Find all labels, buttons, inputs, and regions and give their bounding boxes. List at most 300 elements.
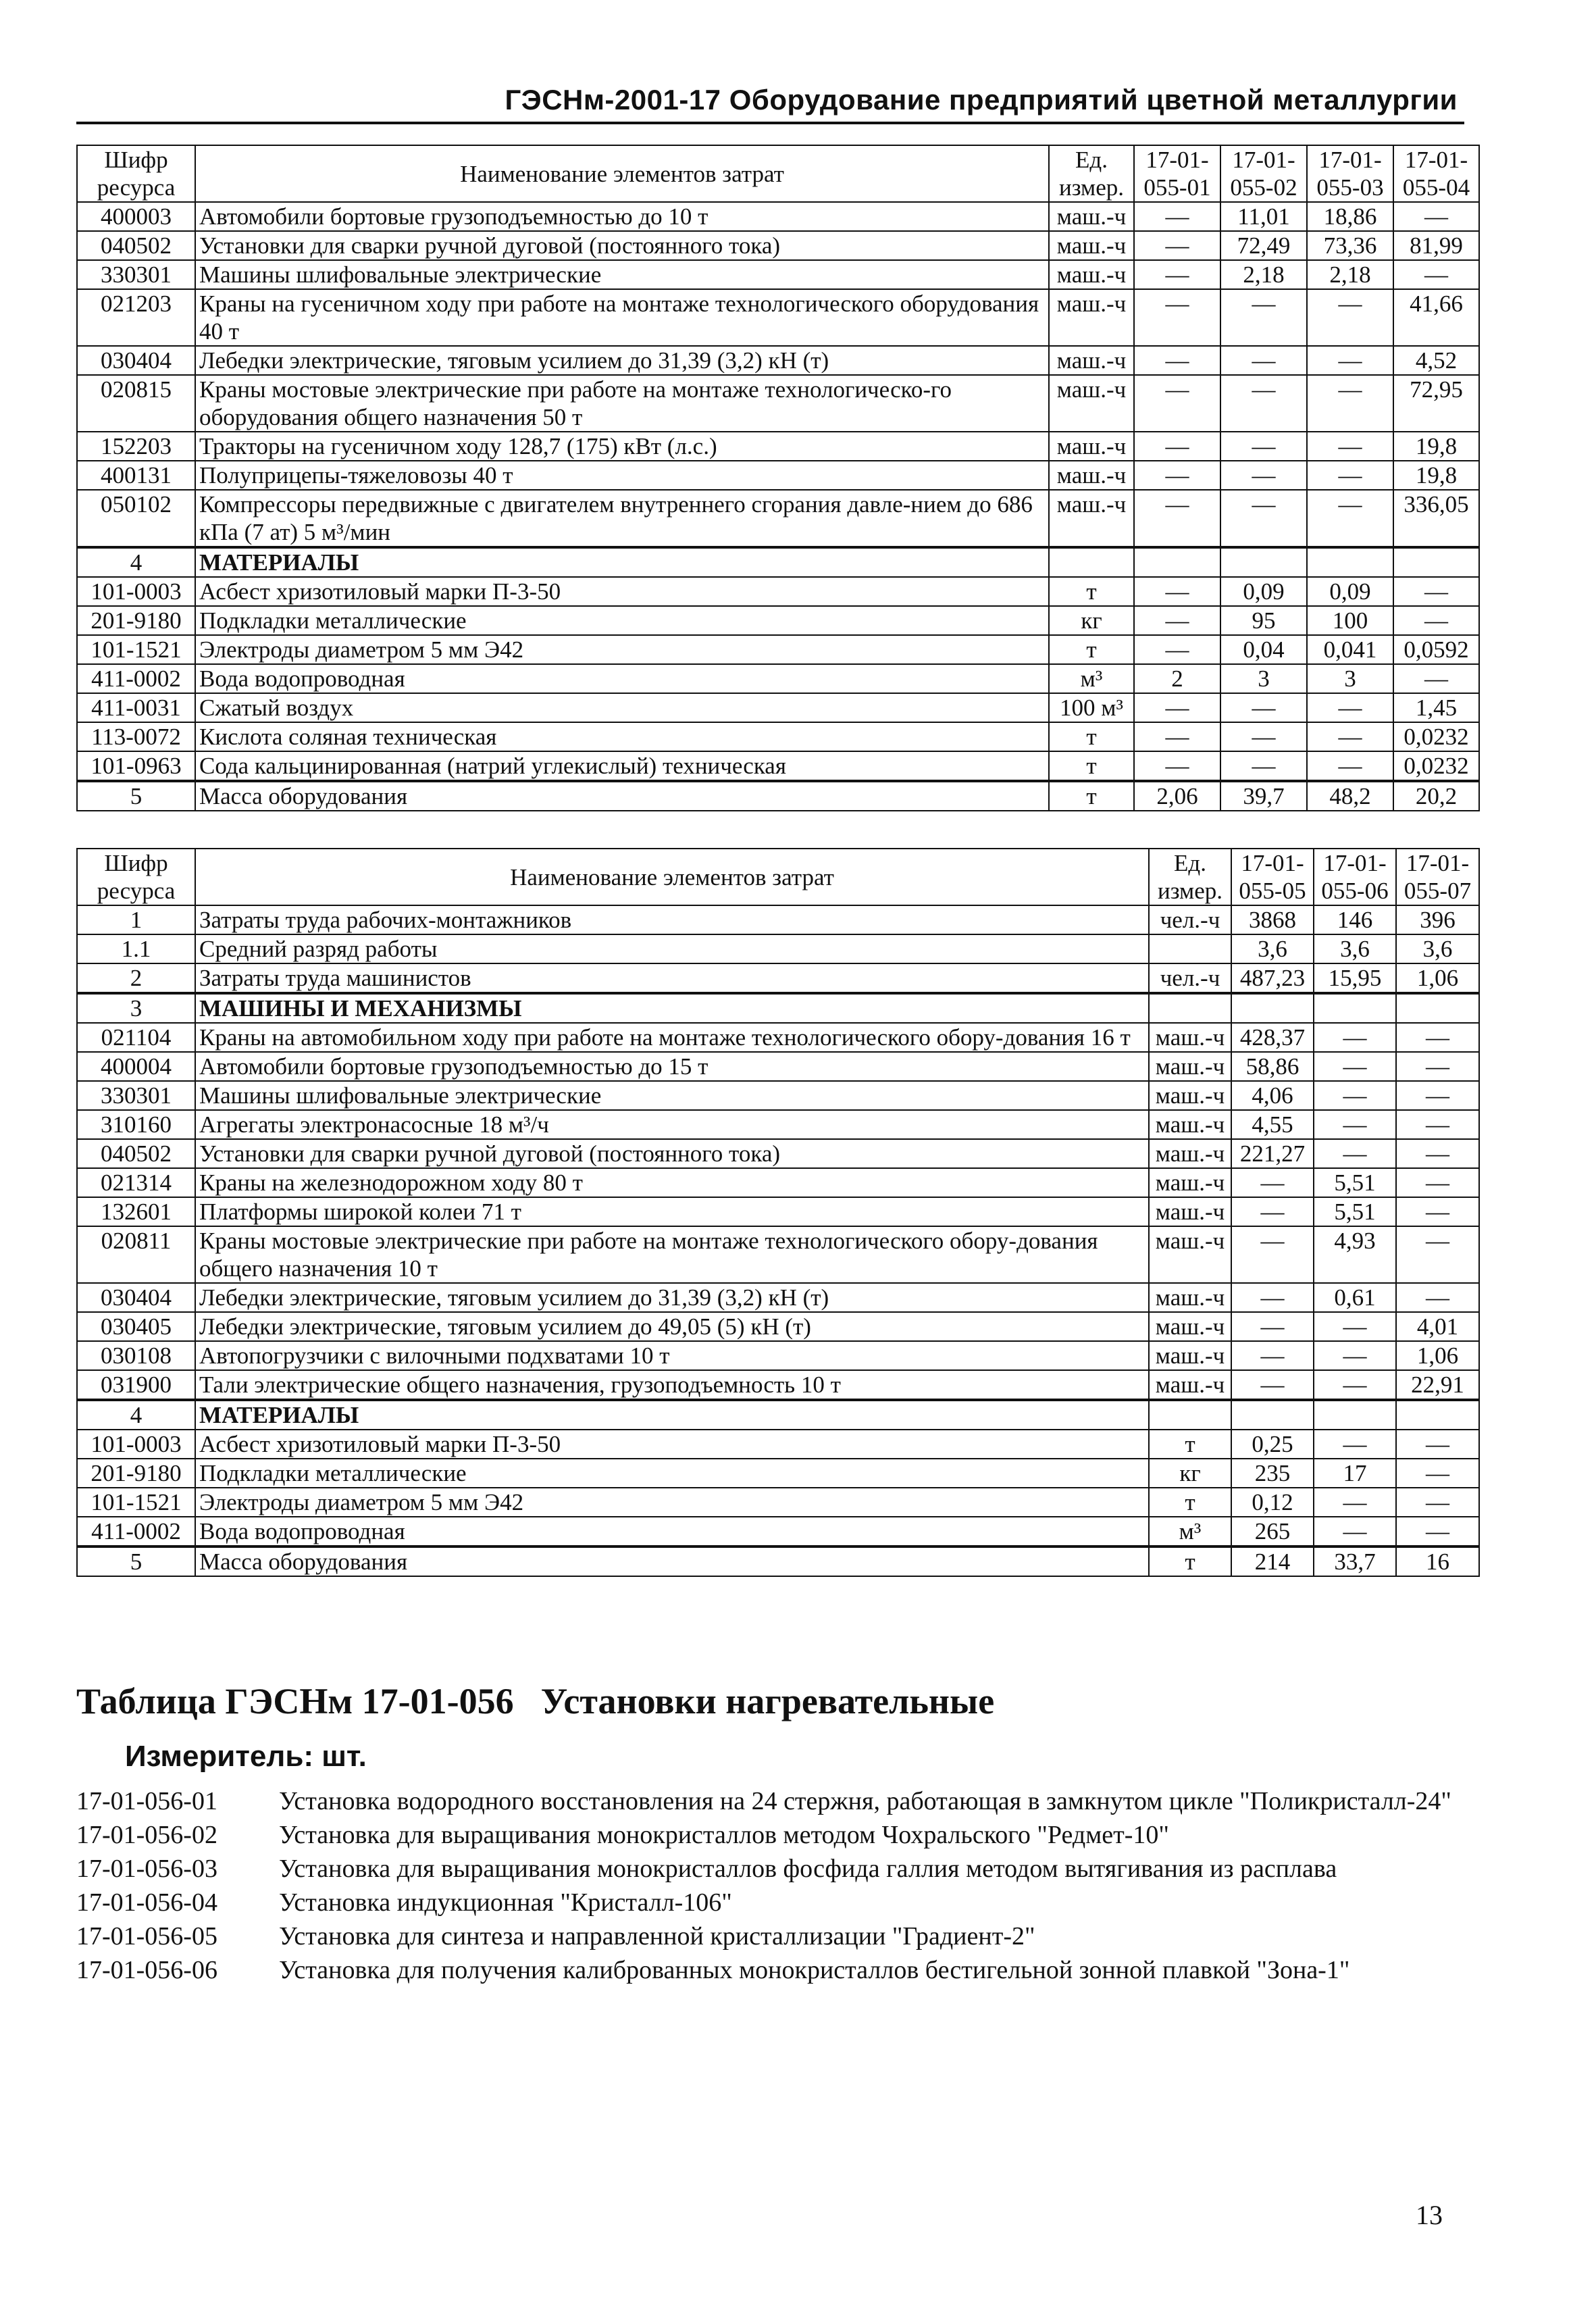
cell-unit: кг — [1149, 1459, 1231, 1488]
cell-name: Подкладки металлические — [195, 606, 1049, 635]
header-col: 17-01-055-06 — [1314, 849, 1396, 905]
cell-code: 330301 — [77, 260, 195, 289]
cell-value — [1314, 993, 1396, 1023]
list-item — [76, 1819, 1468, 1851]
cell-value — [1220, 547, 1307, 577]
cell-unit: маш.-ч — [1149, 1023, 1231, 1052]
cell-unit: маш.-ч — [1049, 490, 1134, 547]
cell-value: — — [1134, 693, 1220, 722]
cell-unit: чел.-ч — [1149, 963, 1231, 993]
item-code: 17-01-056-03 — [76, 1855, 217, 1883]
cell-unit: т — [1049, 635, 1134, 664]
cell-code: 400131 — [77, 461, 195, 490]
cell-code: 2 — [77, 963, 195, 993]
header-unit: Ед. измер. — [1049, 145, 1134, 202]
table-row — [77, 751, 1479, 781]
cell-name: Вода водопроводная — [195, 664, 1049, 693]
cell-unit: маш.-ч — [1149, 1370, 1231, 1400]
section-row — [77, 1400, 1479, 1430]
cell-unit: маш.-ч — [1049, 461, 1134, 490]
table-row — [77, 260, 1479, 289]
table-row — [77, 1283, 1479, 1312]
table-row — [77, 722, 1479, 751]
cell-value: — — [1393, 606, 1479, 635]
cell-value: — — [1134, 751, 1220, 781]
cell-unit: маш.-ч — [1049, 346, 1134, 375]
cell-value: 3868 — [1231, 905, 1314, 934]
cell-value — [1396, 993, 1479, 1023]
header-unit: Ед. измер. — [1149, 849, 1231, 905]
cell-name: Краны на автомобильном ходу при работе на монтаже технологического обору-дования 16 т — [195, 1023, 1149, 1052]
cell-value: — — [1393, 260, 1479, 289]
cell-value: 0,041 — [1307, 635, 1393, 664]
cell-name: Асбест хризотиловый марки П-3-50 — [195, 577, 1049, 606]
cell-value: — — [1314, 1488, 1396, 1517]
cell-name: Подкладки металлические — [195, 1459, 1149, 1488]
table-row — [77, 375, 1479, 432]
table-row — [77, 346, 1479, 375]
cell-value: 3,6 — [1314, 934, 1396, 963]
list-item — [76, 1955, 1468, 1986]
cell-value: 39,7 — [1220, 781, 1307, 811]
cell-value: — — [1220, 461, 1307, 490]
cell-value: 19,8 — [1393, 432, 1479, 461]
header-col: 17-01-055-01 — [1134, 145, 1220, 202]
cell-value: — — [1314, 1430, 1396, 1459]
cell-name: Платформы широкой колеи 71 т — [195, 1197, 1149, 1226]
cell-code: 101-0003 — [77, 1430, 195, 1459]
cell-name: Машины шлифовальные электрические — [195, 260, 1049, 289]
cell-value: 4,55 — [1231, 1110, 1314, 1139]
header-code: Шифр ресурса — [77, 145, 195, 202]
table-row — [77, 1197, 1479, 1226]
cell-value — [1134, 547, 1220, 577]
page-header — [76, 76, 1464, 124]
cell-name: Автомобили бортовые грузоподъемностью до 15 т — [195, 1052, 1149, 1081]
cell-code: 400003 — [77, 202, 195, 231]
cell-value: — — [1307, 289, 1393, 346]
table-body — [77, 202, 1479, 811]
table-row — [77, 490, 1479, 547]
table-row — [77, 1168, 1479, 1197]
cell-value: 2 — [1134, 664, 1220, 693]
cell-unit: маш.-ч — [1149, 1081, 1231, 1110]
cell-value: — — [1220, 289, 1307, 346]
header-col: 17-01-055-02 — [1220, 145, 1307, 202]
cell-value: 18,86 — [1307, 202, 1393, 231]
cell-value: 428,37 — [1231, 1023, 1314, 1052]
page-number: 13 — [1416, 2200, 1443, 2230]
table-row — [77, 1110, 1479, 1139]
cell-value: 0,04 — [1220, 635, 1307, 664]
table-row — [77, 693, 1479, 722]
cell-value: — — [1314, 1139, 1396, 1168]
cell-unit: маш.-ч — [1049, 375, 1134, 432]
cell-name: Сжатый воздух — [195, 693, 1049, 722]
cell-value: — — [1220, 693, 1307, 722]
cell-value: 146 — [1314, 905, 1396, 934]
cell-code: 201-9180 — [77, 606, 195, 635]
cell-value: — — [1134, 231, 1220, 260]
cell-value: 41,66 — [1393, 289, 1479, 346]
cell-value: — — [1396, 1226, 1479, 1283]
cell-name: Полуприцепы-тяжеловозы 40 т — [195, 461, 1049, 490]
cell-value: 48,2 — [1307, 781, 1393, 811]
cell-value: 1,06 — [1396, 1341, 1479, 1370]
cell-value: — — [1396, 1459, 1479, 1488]
cell-code: 310160 — [77, 1110, 195, 1139]
cell-value: — — [1314, 1370, 1396, 1400]
cell-value: — — [1307, 751, 1393, 781]
cell-value: 20,2 — [1393, 781, 1479, 811]
table-row — [77, 1488, 1479, 1517]
cell-code: 101-1521 — [77, 1488, 195, 1517]
cell-unit: 100 м³ — [1049, 693, 1134, 722]
cell-code: 050102 — [77, 490, 195, 547]
cell-code: 030404 — [77, 1283, 195, 1312]
cell-name: Кислота соляная техническая — [195, 722, 1049, 751]
header-col: 17-01-055-07 — [1396, 849, 1479, 905]
cell-value: — — [1231, 1168, 1314, 1197]
cell-value: 72,95 — [1393, 375, 1479, 432]
cell-code: 152203 — [77, 432, 195, 461]
cell-value: 0,09 — [1220, 577, 1307, 606]
table-row — [77, 1052, 1479, 1081]
cell-value: — — [1396, 1110, 1479, 1139]
cell-name: Автомобили бортовые грузоподъемностью до 10 т — [195, 202, 1049, 231]
cell-value: 221,27 — [1231, 1139, 1314, 1168]
table-body — [77, 905, 1479, 1576]
list-item — [76, 1887, 1468, 1918]
resource-table-2 — [76, 848, 1480, 1577]
cell-code: 030405 — [77, 1312, 195, 1341]
cell-value — [1231, 993, 1314, 1023]
cell-value: — — [1307, 722, 1393, 751]
cell-value: — — [1134, 346, 1220, 375]
section-row — [77, 1546, 1479, 1576]
cell-code: 030404 — [77, 346, 195, 375]
table-row — [77, 1312, 1479, 1341]
cell-unit: маш.-ч — [1149, 1197, 1231, 1226]
cell-value: 33,7 — [1314, 1546, 1396, 1576]
cell-value: 16 — [1396, 1546, 1479, 1576]
cell-name: МАТЕРИАЛЫ — [195, 547, 1049, 577]
cell-value: 95 — [1220, 606, 1307, 635]
table-row — [77, 1023, 1479, 1052]
cell-code: 330301 — [77, 1081, 195, 1110]
cell-value: — — [1314, 1517, 1396, 1546]
cell-value: 19,8 — [1393, 461, 1479, 490]
cell-value: — — [1220, 346, 1307, 375]
table-row — [77, 577, 1479, 606]
table-title — [76, 1680, 994, 1722]
cell-value: 214 — [1231, 1546, 1314, 1576]
cell-unit: кг — [1049, 606, 1134, 635]
cell-value: 17 — [1314, 1459, 1396, 1488]
table-row — [77, 289, 1479, 346]
cell-name: Средний разряд работы — [195, 934, 1149, 963]
cell-unit: чел.-ч — [1149, 905, 1231, 934]
table-row — [77, 635, 1479, 664]
cell-unit: маш.-ч — [1049, 260, 1134, 289]
cell-value: — — [1314, 1110, 1396, 1139]
cell-value: — — [1307, 375, 1393, 432]
cell-value: — — [1134, 375, 1220, 432]
cell-unit: маш.-ч — [1049, 432, 1134, 461]
cell-value: — — [1231, 1283, 1314, 1312]
cell-value: 3 — [1220, 664, 1307, 693]
cell-value: 5,51 — [1314, 1197, 1396, 1226]
list-item — [76, 1786, 1468, 1817]
cell-unit: маш.-ч — [1049, 289, 1134, 346]
cell-value: — — [1396, 1488, 1479, 1517]
cell-name: Вода водопроводная — [195, 1517, 1149, 1546]
cell-code: 040502 — [77, 231, 195, 260]
cell-value: — — [1231, 1226, 1314, 1283]
section-row — [77, 781, 1479, 811]
cell-name: Сода кальцинированная (натрий углекислый) техническая — [195, 751, 1049, 781]
cell-unit: маш.-ч — [1149, 1139, 1231, 1168]
cell-name: Тали электрические общего назначения, грузоподъемность 10 т — [195, 1370, 1149, 1400]
cell-code: 030108 — [77, 1341, 195, 1370]
cell-value: 0,0232 — [1393, 751, 1479, 781]
cell-value: — — [1307, 346, 1393, 375]
cell-value: — — [1396, 1430, 1479, 1459]
table-row — [77, 231, 1479, 260]
cell-value: 0,25 — [1231, 1430, 1314, 1459]
cell-unit: маш.-ч — [1049, 231, 1134, 260]
header-name: Наименование элементов затрат — [195, 145, 1049, 202]
cell-value: 336,05 — [1393, 490, 1479, 547]
cell-code: 101-0003 — [77, 577, 195, 606]
header-col: 17-01-055-04 — [1393, 145, 1479, 202]
cell-value: 0,61 — [1314, 1283, 1396, 1312]
cell-value: 0,0232 — [1393, 722, 1479, 751]
cell-name: Асбест хризотиловый марки П-3-50 — [195, 1430, 1149, 1459]
cell-value: 2,18 — [1307, 260, 1393, 289]
cell-unit — [1049, 547, 1134, 577]
cell-value: — — [1396, 1283, 1479, 1312]
cell-code: 1 — [77, 905, 195, 934]
cell-value: — — [1396, 1081, 1479, 1110]
cell-value: 11,01 — [1220, 202, 1307, 231]
cell-value: 265 — [1231, 1517, 1314, 1546]
table-header-row — [77, 849, 1479, 905]
cell-value: — — [1314, 1052, 1396, 1081]
cell-value: — — [1134, 490, 1220, 547]
cell-name: Установки для сварки ручной дуговой (постоянного тока) — [195, 1139, 1149, 1168]
cell-value: 15,95 — [1314, 963, 1396, 993]
cell-value: — — [1314, 1081, 1396, 1110]
cell-value: — — [1220, 490, 1307, 547]
cell-value: — — [1307, 490, 1393, 547]
cell-name: Компрессоры передвижные с двигателем внутреннего сгорания давле-нием до 686 кПа (7 ат) 5 м³/мин — [195, 490, 1049, 547]
table-row — [77, 1226, 1479, 1283]
cell-value: 73,36 — [1307, 231, 1393, 260]
cell-unit: м³ — [1149, 1517, 1231, 1546]
cell-name: Краны на гусеничном ходу при работе на монтаже технологического оборудования 40 т — [195, 289, 1049, 346]
cell-value: 4,93 — [1314, 1226, 1396, 1283]
cell-code: 201-9180 — [77, 1459, 195, 1488]
cell-unit: маш.-ч — [1149, 1110, 1231, 1139]
cell-name: Электроды диаметром 5 мм Э42 — [195, 1488, 1149, 1517]
table-row — [77, 606, 1479, 635]
cell-name: Краны мостовые электрические при работе на монтаже технологического обору-дования общего назначения 10 т — [195, 1226, 1149, 1283]
cell-code: 113-0072 — [77, 722, 195, 751]
cell-value: 235 — [1231, 1459, 1314, 1488]
cell-value: 2,06 — [1134, 781, 1220, 811]
header-title: ГЭСНм-2001-17 Оборудование предприятий цветной металлургии — [505, 84, 1458, 116]
cell-value — [1393, 547, 1479, 577]
table-row — [77, 1081, 1479, 1110]
cell-value — [1231, 1400, 1314, 1430]
item-code: 17-01-056-04 — [76, 1888, 217, 1917]
cell-code: 3 — [77, 993, 195, 1023]
cell-value: — — [1231, 1370, 1314, 1400]
item-code: 17-01-056-02 — [76, 1821, 217, 1849]
cell-value: 1,06 — [1396, 963, 1479, 993]
list-item — [76, 1921, 1468, 1952]
measure-unit: Измеритель: шт. — [125, 1740, 367, 1773]
cell-name: Масса оборудования — [195, 1546, 1149, 1576]
cell-value: 4,01 — [1396, 1312, 1479, 1341]
table-row — [77, 1517, 1479, 1546]
cell-name: Лебедки электрические, тяговым усилием до 49,05 (5) кН (т) — [195, 1312, 1149, 1341]
cell-unit: т — [1149, 1546, 1231, 1576]
cell-value: — — [1307, 432, 1393, 461]
cell-name: Тракторы на гусеничном ходу 128,7 (175) кВт (л.с.) — [195, 432, 1049, 461]
cell-value: — — [1393, 664, 1479, 693]
cell-value: 0,0592 — [1393, 635, 1479, 664]
cell-value: — — [1314, 1023, 1396, 1052]
cell-unit: т — [1049, 781, 1134, 811]
item-list — [76, 1786, 1468, 1988]
cell-unit: т — [1049, 577, 1134, 606]
cell-code: 1.1 — [77, 934, 195, 963]
item-text: Установка для получения калиброванных монокристаллов бестигельной зонной плавкой "Зона-1" — [279, 1956, 1350, 1984]
cell-code: 4 — [77, 1400, 195, 1430]
table-row — [77, 202, 1479, 231]
cell-value: — — [1396, 1517, 1479, 1546]
cell-value: 0,12 — [1231, 1488, 1314, 1517]
cell-value: 5,51 — [1314, 1168, 1396, 1197]
cell-value: 81,99 — [1393, 231, 1479, 260]
table-name: Установки нагревательные — [540, 1681, 995, 1721]
table-row — [77, 934, 1479, 963]
cell-unit: т — [1149, 1488, 1231, 1517]
table-row — [77, 664, 1479, 693]
table-row — [77, 461, 1479, 490]
cell-value: — — [1396, 1197, 1479, 1226]
cell-name: Электроды диаметром 5 мм Э42 — [195, 635, 1049, 664]
cell-value: — — [1134, 432, 1220, 461]
cell-value: 3 — [1307, 664, 1393, 693]
cell-code: 031900 — [77, 1370, 195, 1400]
table-row — [77, 1459, 1479, 1488]
cell-value: — — [1134, 635, 1220, 664]
cell-value: — — [1134, 260, 1220, 289]
item-text: Установка для выращивания монокристаллов фосфида галлия методом вытягивания из расплава — [279, 1855, 1337, 1883]
cell-code: 5 — [77, 781, 195, 811]
cell-value: 100 — [1307, 606, 1393, 635]
cell-name: Автопогрузчики с вилочными подхватами 10 т — [195, 1341, 1149, 1370]
cell-code: 021314 — [77, 1168, 195, 1197]
cell-unit: маш.-ч — [1149, 1052, 1231, 1081]
cell-code: 4 — [77, 547, 195, 577]
cell-value: 4,06 — [1231, 1081, 1314, 1110]
cell-value: 487,23 — [1231, 963, 1314, 993]
cell-unit — [1149, 934, 1231, 963]
header-col: 17-01-055-03 — [1307, 145, 1393, 202]
item-code: 17-01-056-01 — [76, 1787, 217, 1815]
cell-code: 101-1521 — [77, 635, 195, 664]
cell-value — [1307, 547, 1393, 577]
cell-value: — — [1220, 375, 1307, 432]
cell-value: — — [1134, 461, 1220, 490]
cell-value: — — [1134, 289, 1220, 346]
table-row — [77, 1139, 1479, 1168]
cell-value — [1396, 1400, 1479, 1430]
cell-name: Установки для сварки ручной дуговой (постоянного тока) — [195, 231, 1049, 260]
cell-unit: т — [1049, 722, 1134, 751]
cell-value: — — [1134, 577, 1220, 606]
cell-name: Краны мостовые электрические при работе на монтаже технологическо-го оборудования общего назначения 50 т — [195, 375, 1049, 432]
cell-code: 411-0002 — [77, 1517, 195, 1546]
item-text: Установка индукционная "Кристалл-106" — [279, 1888, 732, 1917]
cell-value: — — [1396, 1168, 1479, 1197]
cell-value: — — [1220, 432, 1307, 461]
cell-name: Агрегаты электронасосные 18 м³/ч — [195, 1110, 1149, 1139]
cell-name: Затраты труда рабочих-монтажников — [195, 905, 1149, 934]
header-code: Шифр ресурса — [77, 849, 195, 905]
cell-value: — — [1307, 461, 1393, 490]
cell-value: 3,6 — [1231, 934, 1314, 963]
cell-value: — — [1393, 577, 1479, 606]
cell-unit: маш.-ч — [1149, 1312, 1231, 1341]
cell-value: — — [1220, 751, 1307, 781]
cell-value: — — [1314, 1312, 1396, 1341]
table-row — [77, 963, 1479, 993]
cell-value: 3,6 — [1396, 934, 1479, 963]
cell-value: — — [1396, 1023, 1479, 1052]
table-row — [77, 905, 1479, 934]
item-code: 17-01-056-06 — [76, 1956, 217, 1984]
table-header-row — [77, 145, 1479, 202]
cell-code: 021203 — [77, 289, 195, 346]
cell-unit: маш.-ч — [1149, 1226, 1231, 1283]
cell-value: 4,52 — [1393, 346, 1479, 375]
cell-value: 396 — [1396, 905, 1479, 934]
cell-unit — [1149, 993, 1231, 1023]
item-text: Установка для выращивания монокристаллов методом Чохральского "Редмет-10" — [279, 1821, 1169, 1849]
cell-value: 22,91 — [1396, 1370, 1479, 1400]
list-item — [76, 1853, 1468, 1884]
cell-name: Краны на железнодорожном ходу 80 т — [195, 1168, 1149, 1197]
cell-unit: т — [1149, 1430, 1231, 1459]
table-number: Таблица ГЭСНм 17-01-056 — [76, 1681, 514, 1721]
cell-code: 021104 — [77, 1023, 195, 1052]
table-row — [77, 1430, 1479, 1459]
cell-code: 020815 — [77, 375, 195, 432]
table-row — [77, 1341, 1479, 1370]
cell-value: 58,86 — [1231, 1052, 1314, 1081]
item-code: 17-01-056-05 — [76, 1922, 217, 1951]
cell-value: — — [1396, 1139, 1479, 1168]
cell-value: — — [1393, 202, 1479, 231]
cell-name: Лебедки электрические, тяговым усилием до 31,39 (3,2) кН (т) — [195, 346, 1049, 375]
cell-code: 411-0002 — [77, 664, 195, 693]
cell-value: — — [1307, 693, 1393, 722]
